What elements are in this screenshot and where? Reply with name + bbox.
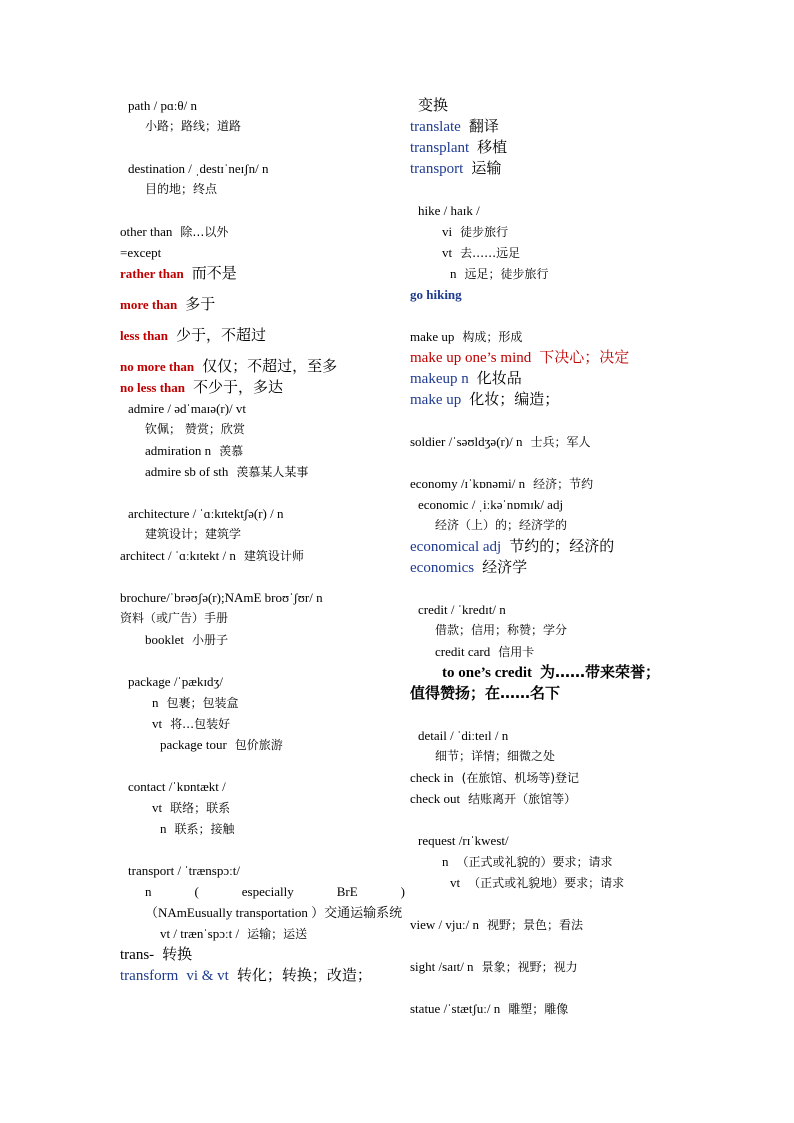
vocab-line (120, 545, 405, 566)
spacer (120, 346, 405, 356)
part-of-speech: vi & vt (186, 968, 229, 984)
term-text: economy /ɪˈkɒnəmi/ n (410, 476, 526, 491)
vocab-line (410, 872, 710, 893)
chinese-meaning: 移植 (477, 138, 508, 156)
vocab-line (410, 431, 710, 452)
vocab-line (410, 767, 710, 788)
chinese-meaning: 节约的；经济的 (509, 537, 615, 555)
vocab-line (410, 473, 710, 494)
vocab-line: credit / ˈkredɪt/ n (418, 602, 506, 617)
vocab-line: 值得赞扬；在……名下 (410, 684, 561, 702)
chinese-meaning: 仅仅；不超过，至多 (202, 357, 338, 375)
term-text: soldier /ˈsəʊldʒə(r)/ n (410, 434, 523, 449)
vocab-line (410, 158, 710, 179)
blue-term: transport (410, 161, 464, 177)
spacer (410, 977, 710, 998)
vocab-line: contact /ˈkɒntækt / (128, 779, 226, 794)
term-text: make up (410, 329, 455, 344)
vocab-line (120, 818, 405, 839)
vocab-line: 细节；详情；细微之处 (435, 749, 556, 763)
spacer (120, 200, 405, 221)
vocab-line (120, 263, 405, 284)
term-text: vt (152, 716, 163, 731)
vocab-line (410, 641, 710, 662)
chinese-meaning: 雕塑；雕像 (508, 1002, 569, 1016)
vocab-line (410, 956, 710, 977)
chinese-meaning: 远足；徒步旅行 (464, 267, 549, 281)
vocab-line (120, 797, 405, 818)
blue-term: makeup n (410, 371, 469, 387)
vocab-line (410, 263, 710, 284)
chinese-meaning: 运输；运送 (247, 927, 308, 941)
spacer (120, 315, 405, 325)
chinese-meaning: 徒步旅行 (460, 225, 509, 239)
chinese-meaning: 少于，不超过 (176, 326, 267, 344)
chinese-meaning: 联络；联系 (170, 801, 231, 815)
chinese-meaning: 将…包装好 (170, 717, 231, 731)
vocab-line (410, 242, 710, 263)
spacer (410, 452, 710, 473)
vocab-line (120, 734, 405, 755)
chinese-meaning: 下决心；决定 (539, 348, 630, 366)
term-text: admire sb of sth (145, 464, 229, 479)
chinese-meaning: 建筑设计师 (243, 549, 304, 563)
phrase-term: make up one’s mind (410, 350, 532, 366)
chinese-meaning: 为……带来荣誉； (539, 663, 660, 681)
term-text: trans- (120, 947, 155, 963)
term-text: n (450, 266, 457, 281)
vocab-line (410, 662, 710, 683)
spacer (410, 305, 710, 326)
vocab-line (410, 116, 710, 137)
vocab-line (410, 95, 710, 116)
chinese-meaning: 结账离开（旅馆等） (468, 792, 577, 806)
spacer (410, 410, 710, 431)
term-text: n (160, 821, 167, 836)
vocab-line (120, 461, 405, 482)
chinese-meaning: 士兵；军人 (530, 435, 591, 449)
term-text: vt (442, 245, 453, 260)
vocab-line: economic / ˌiːkəˈnɒmɪk/ adj (418, 497, 564, 512)
vocab-line (120, 629, 405, 650)
vocab-line: 经济（上）的；经济学的 (435, 518, 568, 532)
chinese-meaning: 化妆；编造； (469, 390, 560, 408)
phrase-term: no more than (120, 359, 195, 374)
chinese-meaning: 羡慕某人某事 (236, 465, 309, 479)
chinese-meaning: （正式或礼貌的）要求；请求 (456, 855, 613, 869)
chinese-meaning: 翻译 (468, 117, 499, 135)
vocab-line (410, 998, 710, 1019)
chinese-meaning: 羡慕 (219, 444, 244, 458)
chinese-meaning: 而不是 (191, 264, 237, 282)
vocab-line (410, 389, 710, 410)
spacer (120, 482, 405, 503)
vocab-line: path / pɑːθ/ n (128, 98, 197, 113)
blue-term: transplant (410, 140, 470, 156)
chinese-meaning: 小册子 (192, 633, 229, 647)
chinese-meaning: 联系；接触 (174, 822, 235, 836)
term-text: view / vjuː/ n (410, 917, 479, 932)
vocab-line: =except (120, 245, 162, 260)
vocab-line (410, 788, 710, 809)
blue-term: economics (410, 560, 475, 576)
spacer (410, 704, 710, 725)
term-text: vi (442, 224, 453, 239)
phrase-term: rather than (120, 266, 184, 281)
chinese-meaning: 运输 (471, 159, 502, 177)
left-column (120, 95, 405, 986)
spacer (120, 650, 405, 671)
vocab-line (120, 713, 405, 734)
vocab-line (410, 221, 710, 242)
term-text: other than (120, 224, 173, 239)
term-text: check out (410, 791, 461, 806)
spacer (410, 809, 710, 830)
spacer (410, 893, 710, 914)
vocab-line: 钦佩； 赞赏；欣赏 (145, 422, 245, 436)
term-text: architect / ˈɑːkɪtekt / n (120, 548, 236, 563)
vocab-line: admire / ədˈmaɪə(r)/ vt (128, 401, 247, 416)
vocab-line: brochure/ˈbrəʊʃə(r);NAmE broʊˈʃʊr/ n (120, 590, 323, 605)
term-text: n (152, 695, 159, 710)
spacer (120, 284, 405, 294)
vocab-line (120, 221, 405, 242)
chinese-meaning: 不少于，多达 (193, 378, 284, 396)
vocab-line (410, 347, 710, 368)
vocab-line: request /rɪˈkwest/ (418, 833, 509, 848)
blue-term: make up (410, 392, 462, 408)
term-text: vt (152, 800, 163, 815)
phrase-term: to one’s credit (442, 665, 532, 681)
phrase-term: no less than (120, 380, 186, 395)
spacer (120, 755, 405, 776)
vocab-line (120, 325, 405, 346)
chinese-meaning: 除…以外 (180, 225, 229, 239)
vocab-line (410, 368, 710, 389)
chinese-meaning: 多于 (185, 295, 216, 313)
chinese-meaning: (在旅馆、机场等)登记 (461, 771, 580, 785)
spacer (120, 137, 405, 158)
vocab-line (410, 326, 710, 347)
term-text: booklet (145, 632, 184, 647)
vocab-line (410, 284, 710, 305)
vocab-line (120, 944, 405, 965)
chinese-meaning: 转化；转换；改造； (236, 966, 372, 984)
phrase-term: less than (120, 328, 169, 343)
chinese-meaning: 信用卡 (498, 645, 535, 659)
chinese-meaning: 包裹；包装盒 (166, 696, 239, 710)
vocab-line (410, 851, 710, 872)
term-text: vt / trænˈspɔːt / (160, 926, 240, 941)
chinese-meaning: 视野；景色；看法 (486, 918, 583, 932)
term-text: credit card (435, 644, 491, 659)
blue-term: transform (120, 968, 179, 984)
vocab-line: hike / haɪk / (418, 203, 480, 218)
term-text: admiration n (145, 443, 212, 458)
vocab-line: architecture / ˈɑːkɪtektʃə(r) / n (128, 506, 284, 521)
chinese-meaning: 化妆品 (476, 369, 522, 387)
chinese-meaning: 景象；视野；视力 (481, 960, 578, 974)
spacer (410, 578, 710, 599)
vocab-line (410, 914, 710, 935)
chinese-meaning: 包价旅游 (234, 738, 283, 752)
vocab-line: 资料（或广告）手册 (120, 611, 229, 625)
vocab-line (410, 536, 710, 557)
vocab-line: 借款；信用；称赞；学分 (435, 623, 568, 637)
vocab-line: （NAmEusually transportation ）交通运输系统 (145, 905, 403, 920)
chinese-meaning: 经济学 (482, 558, 528, 576)
vocab-line: 小路；路线；道路 (145, 119, 242, 133)
spacer (410, 179, 710, 200)
right-column (410, 95, 710, 1019)
term-text: package tour (160, 737, 227, 752)
chinese-meaning: 去……远足 (460, 246, 521, 260)
vocab-line (120, 294, 405, 315)
blue-term: translate (410, 119, 461, 135)
spacer (120, 839, 405, 860)
term-text: check in (410, 770, 454, 785)
vocab-line (120, 377, 405, 398)
vocab-line (410, 557, 710, 578)
term-text: statue /ˈstætʃuː/ n (410, 1001, 501, 1016)
vocab-line: 目的地；终点 (145, 182, 218, 196)
spacer (410, 935, 710, 956)
vocab-line (120, 440, 405, 461)
phrase-term: more than (120, 297, 178, 312)
vocab-line (120, 356, 405, 377)
vocab-line: destination / ˌdestɪˈneɪʃn/ n (128, 161, 269, 176)
term-text: vt (450, 875, 461, 890)
vocab-line: transport / ˈtrænspɔːt/ (128, 863, 240, 878)
chinese-meaning: 经济；节约 (533, 477, 594, 491)
chinese-meaning: 变换 (418, 96, 449, 114)
blue-term: economical adj (410, 539, 502, 555)
term-text: sight /saɪt/ n (410, 959, 474, 974)
vocab-line (120, 923, 405, 944)
vocab-line: 建筑设计；建筑学 (145, 527, 242, 541)
term-text: n (442, 854, 449, 869)
chinese-meaning: 转换 (162, 945, 193, 963)
vocab-line: detail / ˈdiːteɪl / n (418, 728, 509, 743)
vocab-line (120, 692, 405, 713)
vocab-line: package /ˈpækɪdʒ/ (128, 674, 223, 689)
vocab-line (410, 137, 710, 158)
spacer (120, 566, 405, 587)
vocab-line (120, 965, 405, 986)
phrase-term: go hiking (410, 287, 462, 302)
chinese-meaning: 构成；形成 (462, 330, 523, 344)
chinese-meaning: （正式或礼貌地）要求；请求 (468, 876, 625, 890)
vocab-line: n ( especially BrE ) (145, 884, 405, 899)
